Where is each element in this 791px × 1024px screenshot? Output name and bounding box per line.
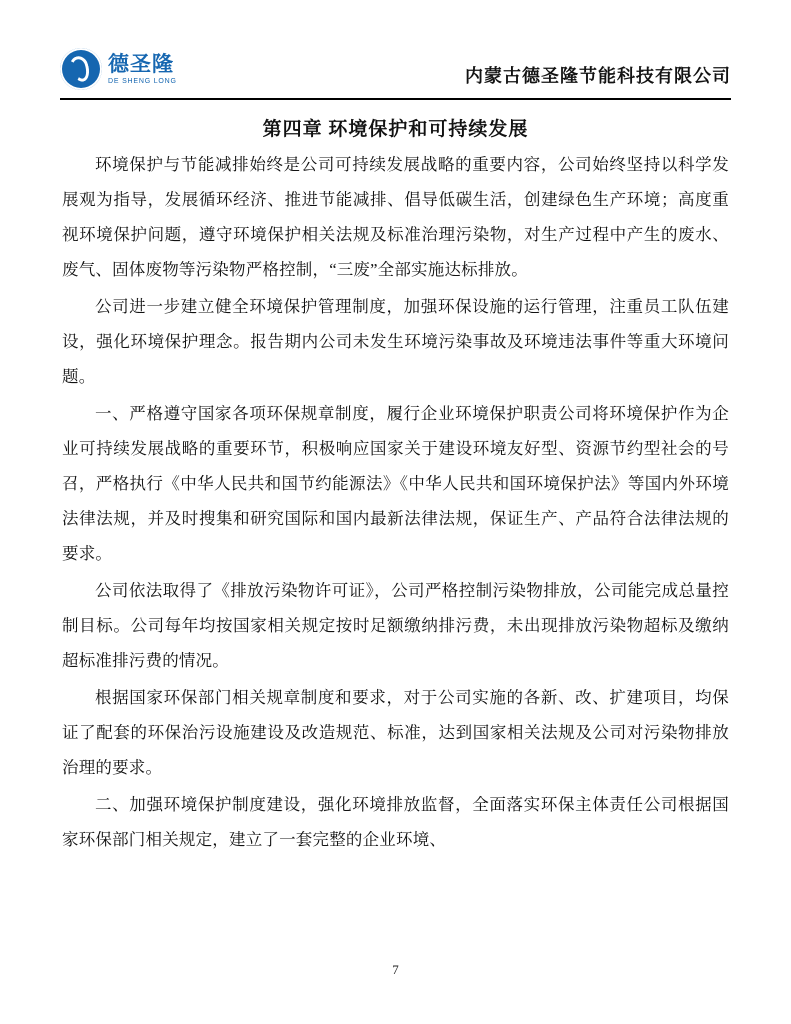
page-header bbox=[60, 24, 731, 96]
paragraph: 一、严格遵守国家各项环保规章制度，履行企业环境保护职责公司将环境保护作为企业可持续发展战略的重要环节，积极响应国家关于建设环境友好型、资源节约型社会的号召，严格执行《中华人民共和国节约能源法》《中华人民共和国环境保护法》等国内外环境法律法规，并及时搜集和研究国际和国内最新法律法规，保证生产、产品符合法律法规的要求。 bbox=[62, 404, 729, 563]
paragraph: 公司进一步建立健全环境保护管理制度，加强环保设施的运行管理，注重员工队伍建设，强化环境保护理念。报告期内公司未发生环境污染事故及环境违法事件等重大环境问题。 bbox=[62, 297, 729, 386]
document-body bbox=[62, 147, 729, 857]
paragraph: 二、加强环境保护制度建设，强化环境排放监督，全面落实环保主体责任公司根据国家环保部门相关规定，建立了一套完整的企业环境、 bbox=[62, 795, 729, 849]
company-name-heading: 内蒙古德圣隆节能科技有限公司 bbox=[465, 66, 731, 86]
logo-mark-icon bbox=[60, 48, 102, 90]
logo-chinese-name: 德圣隆 bbox=[108, 51, 174, 76]
paragraph: 公司依法取得了《排放污染物许可证》，公司严格控制污染物排放，公司能完成总量控制目标。公司每年均按国家相关规定按时足额缴纳排污费，未出现排放污染物超标及缴纳超标准排污费的情况。 bbox=[62, 581, 729, 670]
paragraph: 环境保护与节能减排始终是公司可持续发展战略的重要内容，公司始终坚持以科学发展观为指导，发展循环经济、推进节能减排、倡导低碳生活，创建绿色生产环境；高度重视环境保护问题，遵守环境保护相关法规及标准治理污染物，对生产过程中产生的废水、废气、固体废物等污染物严格控制，“三废”全部实施达标排放。 bbox=[62, 155, 729, 279]
paragraph: 根据国家环保部门相关规章制度和要求，对于公司实施的各新、改、扩建项目，均保证了配套的环保治污设施建设及改造规范、标准，达到国家相关法规及公司对污染物排放治理的要求。 bbox=[62, 688, 729, 777]
page-number: 7 bbox=[392, 962, 399, 977]
logo-text bbox=[108, 51, 177, 85]
company-logo bbox=[60, 48, 177, 96]
header-divider bbox=[60, 98, 731, 100]
chapter-title: 第四章 环境保护和可持续发展 bbox=[262, 119, 529, 140]
logo-english-name: DE SHENG LONG bbox=[108, 77, 177, 85]
